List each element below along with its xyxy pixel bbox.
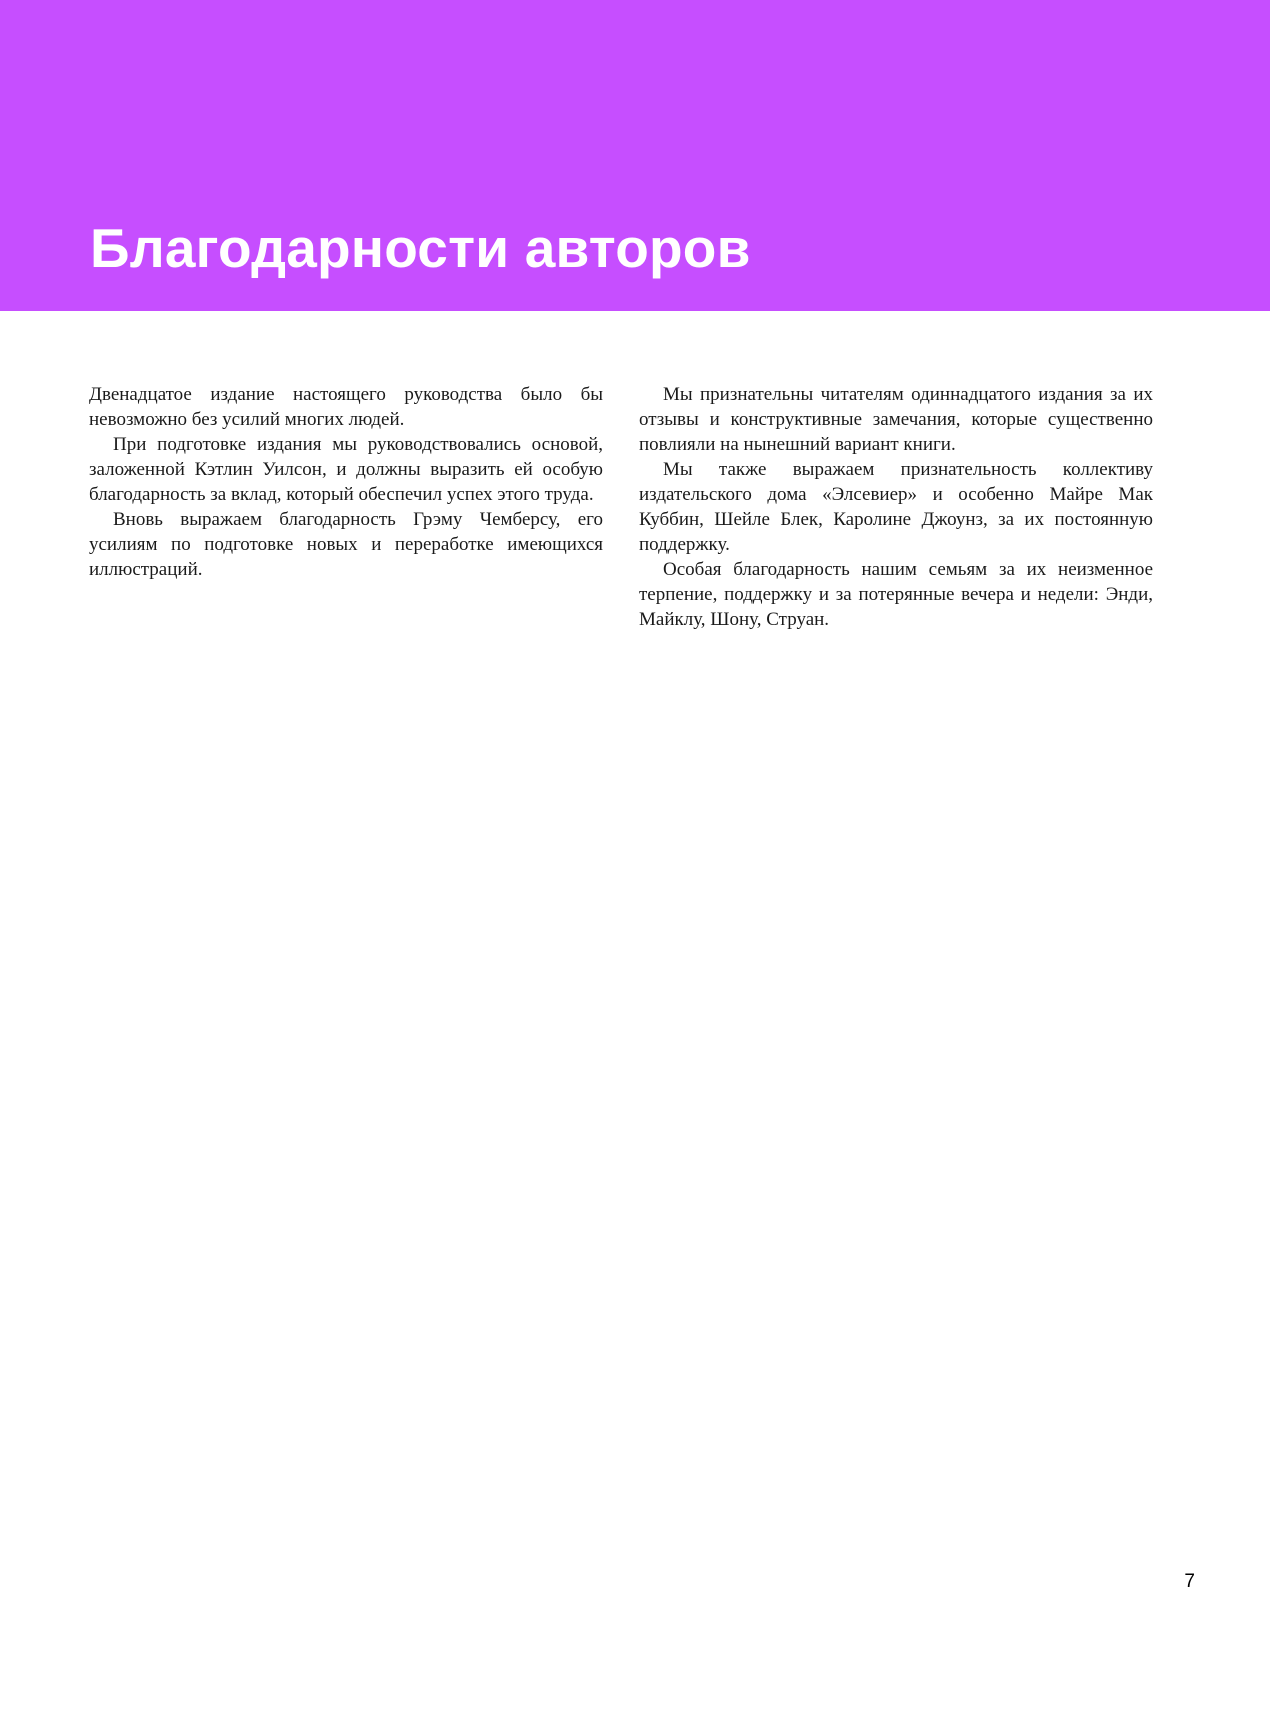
- paragraph: Особая благодарность нашим семьям за их неизменное терпение, поддержку и за потерянные вечера и недели: Энди, Майклу, Шону, Струан.: [639, 559, 1153, 630]
- paragraph: Мы признательны читателям одиннадцатого издания за их отзывы и конструктивные замечания, которые существенно повлияли на нынешний вариант книги.: [639, 384, 1153, 455]
- paragraph: Вновь выражаем благодарность Грэму Чемберсу, его усилиям по подготовке новых и переработке имеющихся иллюстраций.: [89, 509, 603, 580]
- left-column: [89, 382, 603, 582]
- page-number: 7: [1184, 1571, 1195, 1592]
- paragraph: Мы также выражаем признательность коллективу издательского дома «Элсевиер» и особенно Майре Мак Куббин, Шейле Блек, Каролине Джоунз, за их постоянную поддержку.: [639, 459, 1153, 555]
- paragraph: Двенадцатое издание настоящего руководства было бы невозможно без усилий многих людей.: [89, 384, 603, 430]
- page-title: Благодарности авторов: [90, 217, 751, 279]
- paragraph: При подготовке издания мы руководствовались основой, заложенной Кэтлин Уилсон, и должны выразить ей особую благодарность за вклад, который обеспечил успех этого труда.: [89, 434, 603, 505]
- header-band: [0, 0, 1270, 311]
- right-column: [639, 382, 1153, 632]
